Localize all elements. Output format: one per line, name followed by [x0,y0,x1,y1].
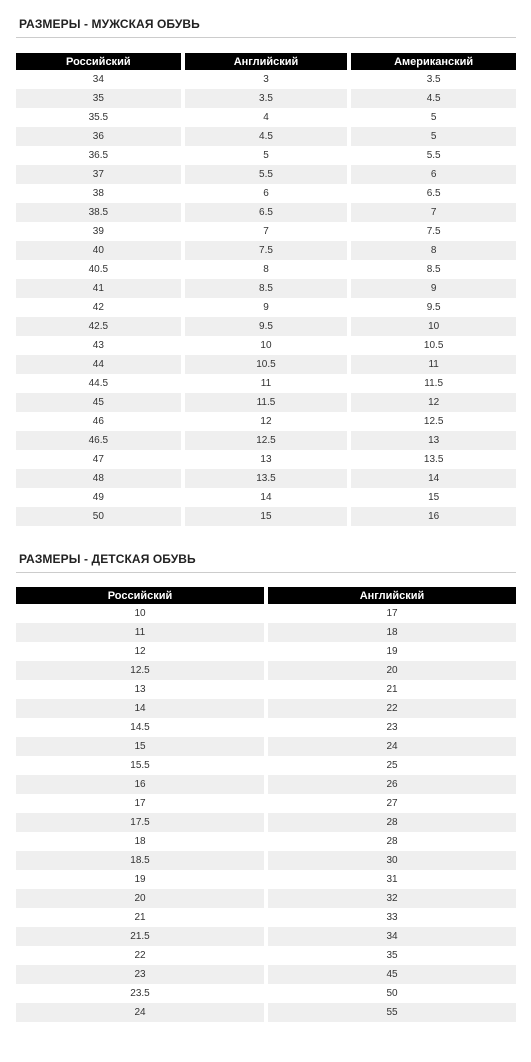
table-cell: 11 [349,355,516,374]
table-cell: 22 [266,699,516,718]
table-cell: 50 [266,984,516,1003]
table-row [16,89,516,108]
table-cell: 45 [266,965,516,984]
table-cell: 3.5 [183,89,350,108]
table-cell: 6 [183,184,350,203]
table-cell: 21 [266,680,516,699]
table-row [16,393,516,412]
table-row [16,450,516,469]
table-cell: 13.5 [349,450,516,469]
table-cell: 33 [266,908,516,927]
table-row [16,412,516,431]
table-row [16,1003,516,1022]
table-cell: 35 [266,946,516,965]
table-cell: 36 [16,127,183,146]
table-row [16,469,516,488]
table-cell: 5 [349,108,516,127]
table-cell: 44.5 [16,374,183,393]
table-row [16,279,516,298]
table-cell: 12 [183,412,350,431]
table-cell: 11 [16,623,266,642]
kids-section-title: РАЗМЕРЫ - ДЕТСКАЯ ОБУВЬ [19,552,196,566]
table-cell: 10 [349,317,516,336]
table-cell: 12.5 [349,412,516,431]
table-row [16,146,516,165]
table-cell: 3 [183,70,350,89]
table-row [16,889,516,908]
table-cell: 8.5 [183,279,350,298]
table-cell: 18.5 [16,851,266,870]
table-cell: 49 [16,488,183,507]
table-cell: 4.5 [183,127,350,146]
table-cell: 20 [266,661,516,680]
table-cell: 25 [266,756,516,775]
table-cell: 28 [266,832,516,851]
table-row [16,108,516,127]
table-cell: 5.5 [349,146,516,165]
table-cell: 9 [183,298,350,317]
table-row [16,965,516,984]
table-cell: 24 [16,1003,266,1022]
table-cell: 10 [183,336,350,355]
table-cell: 9.5 [349,298,516,317]
table-cell: 8 [349,241,516,260]
table-cell: 47 [16,450,183,469]
table-row [16,699,516,718]
table-row [16,507,516,526]
kids-header-russian: Российский [16,587,266,604]
table-cell: 12 [349,393,516,412]
table-cell: 34 [266,927,516,946]
table-cell: 15 [349,488,516,507]
table-row [16,203,516,222]
table-cell: 13 [183,450,350,469]
table-row [16,165,516,184]
table-cell: 22 [16,946,266,965]
kids-size-table [16,587,516,1022]
table-cell: 14 [183,488,350,507]
table-cell: 3.5 [349,70,516,89]
table-cell: 32 [266,889,516,908]
men-header-american: Американский [349,53,516,70]
table-cell: 30 [266,851,516,870]
table-cell: 34 [16,70,183,89]
table-cell: 46.5 [16,431,183,450]
kids-section-divider [16,572,516,573]
table-cell: 6.5 [349,184,516,203]
table-cell: 48 [16,469,183,488]
table-row [16,260,516,279]
table-cell: 19 [16,870,266,889]
table-cell: 50 [16,507,183,526]
table-cell: 10.5 [349,336,516,355]
table-cell: 23.5 [16,984,266,1003]
table-row [16,737,516,756]
table-row [16,756,516,775]
table-cell: 18 [266,623,516,642]
table-cell: 5.5 [183,165,350,184]
table-cell: 11.5 [349,374,516,393]
table-cell: 13.5 [183,469,350,488]
table-row [16,317,516,336]
table-row [16,870,516,889]
table-cell: 21 [16,908,266,927]
kids-table-header-row [16,587,516,604]
table-cell: 17.5 [16,813,266,832]
table-cell: 8.5 [349,260,516,279]
table-cell: 35 [16,89,183,108]
table-cell: 16 [16,775,266,794]
table-cell: 41 [16,279,183,298]
table-cell: 6 [349,165,516,184]
table-cell: 14 [16,699,266,718]
table-row [16,718,516,737]
table-cell: 5 [349,127,516,146]
table-cell: 12.5 [183,431,350,450]
table-cell: 10.5 [183,355,350,374]
table-cell: 11 [183,374,350,393]
table-row [16,832,516,851]
table-cell: 37 [16,165,183,184]
table-row [16,70,516,89]
table-row [16,355,516,374]
table-cell: 9.5 [183,317,350,336]
table-cell: 14.5 [16,718,266,737]
table-row [16,794,516,813]
men-section-title: РАЗМЕРЫ - МУЖСКАЯ ОБУВЬ [19,17,200,31]
table-cell: 21.5 [16,927,266,946]
table-cell: 28 [266,813,516,832]
table-cell: 38 [16,184,183,203]
table-cell: 17 [16,794,266,813]
table-row [16,127,516,146]
table-cell: 17 [266,604,516,623]
table-cell: 5 [183,146,350,165]
table-row [16,374,516,393]
men-size-table [16,53,516,526]
table-cell: 45 [16,393,183,412]
table-cell: 19 [266,642,516,661]
table-row [16,642,516,661]
table-cell: 40.5 [16,260,183,279]
table-row [16,908,516,927]
table-cell: 8 [183,260,350,279]
table-cell: 42.5 [16,317,183,336]
table-row [16,680,516,699]
table-row [16,661,516,680]
table-cell: 46 [16,412,183,431]
men-header-english: Английский [183,53,350,70]
table-cell: 24 [266,737,516,756]
table-row [16,336,516,355]
table-row [16,222,516,241]
table-cell: 39 [16,222,183,241]
table-cell: 15.5 [16,756,266,775]
table-cell: 4.5 [349,89,516,108]
table-cell: 15 [16,737,266,756]
table-row [16,298,516,317]
table-cell: 42 [16,298,183,317]
table-cell: 23 [266,718,516,737]
table-cell: 26 [266,775,516,794]
table-cell: 7 [349,203,516,222]
table-cell: 13 [16,680,266,699]
table-row [16,775,516,794]
table-row [16,851,516,870]
table-cell: 43 [16,336,183,355]
table-cell: 27 [266,794,516,813]
table-row [16,431,516,450]
table-cell: 16 [349,507,516,526]
table-cell: 7 [183,222,350,241]
table-cell: 38.5 [16,203,183,222]
table-cell: 40 [16,241,183,260]
table-row [16,927,516,946]
men-section-divider [16,37,516,38]
table-row [16,184,516,203]
table-row [16,241,516,260]
table-cell: 15 [183,507,350,526]
table-cell: 4 [183,108,350,127]
kids-header-english: Английский [266,587,516,604]
table-cell: 12.5 [16,661,266,680]
table-row [16,604,516,623]
table-row [16,623,516,642]
table-cell: 14 [349,469,516,488]
table-cell: 7.5 [349,222,516,241]
table-row [16,813,516,832]
table-row [16,946,516,965]
men-table-header-row [16,53,516,70]
table-cell: 36.5 [16,146,183,165]
table-row [16,488,516,507]
table-cell: 31 [266,870,516,889]
table-cell: 55 [266,1003,516,1022]
table-cell: 20 [16,889,266,908]
table-cell: 13 [349,431,516,450]
table-cell: 35.5 [16,108,183,127]
table-cell: 23 [16,965,266,984]
table-cell: 18 [16,832,266,851]
table-row [16,984,516,1003]
table-cell: 7.5 [183,241,350,260]
table-cell: 10 [16,604,266,623]
table-cell: 6.5 [183,203,350,222]
table-cell: 9 [349,279,516,298]
men-header-russian: Российский [16,53,183,70]
table-cell: 12 [16,642,266,661]
table-cell: 11.5 [183,393,350,412]
table-cell: 44 [16,355,183,374]
